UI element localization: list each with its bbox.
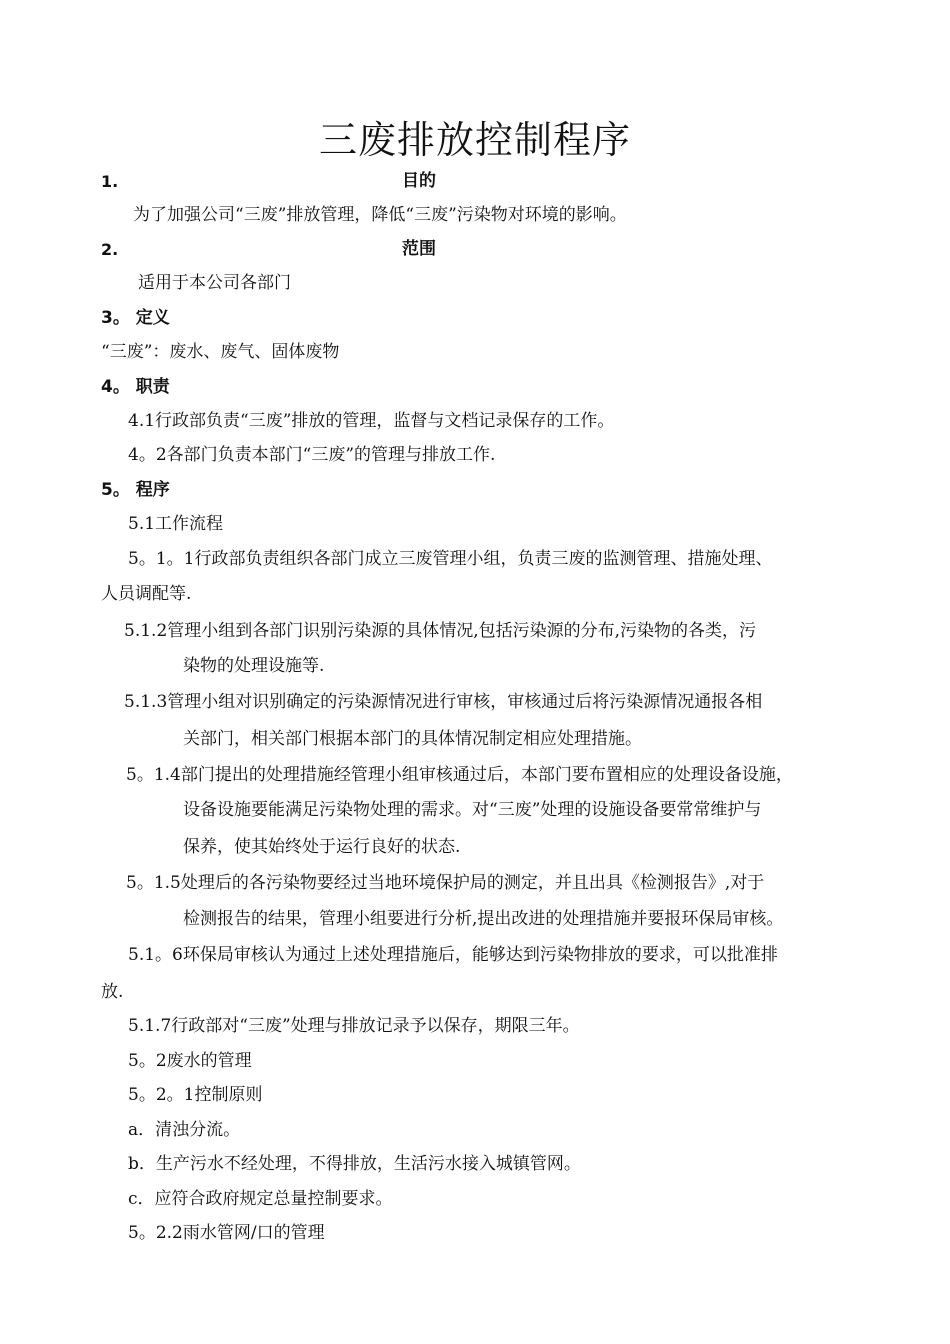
section-5-1-1-line1: 5。1。1行政部负责组织各部门成立三废管理小组，负责三废的监测管理、措施处理、: [128, 549, 773, 569]
section-5-1-3-line1: 5.1.3管理小组对识别确定的污染源情况进行审核，审核通过后将污染源情况通报各相: [124, 692, 763, 712]
section-5-1-2-line1: 5.1.2管理小组到各部门识别污染源的具体情况,包括污染源的分布,污染物的各类，污: [124, 621, 757, 641]
section-5-2-1-a: a．清浊分流。: [128, 1120, 241, 1140]
page-title: 三废排放控制程序: [318, 118, 631, 162]
section-5-1-2-line2: 染物的处理设施等.: [183, 656, 325, 676]
section-5-2: 5。2废水的管理: [128, 1051, 252, 1071]
section-2-text: 适用于本公司各部门: [138, 273, 291, 293]
section-3-heading: 3。 定义: [101, 308, 170, 328]
section-2-number: 2.: [101, 240, 119, 259]
section-4-1: 4.1行政部负责“三废”排放的管理，监督与文档记录保存的工作。: [128, 411, 615, 431]
section-5-heading: 5。 程序: [101, 480, 170, 500]
section-5-2-1-c: c．应符合政府规定总量控制要求。: [128, 1189, 393, 1209]
section-3-text: “三废”：废水、废气、固体废物: [101, 342, 340, 362]
section-5-1-6-line1: 5.1。6环保局审核认为通过上述处理措施后，能够达到污染物排放的要求，可以批准排: [128, 945, 778, 965]
section-5-1-7: 5.1.7行政部对“三废”处理与排放记录予以保存，期限三年。: [128, 1016, 580, 1036]
section-1-title: 目的: [402, 171, 436, 191]
section-1-number: 1.: [101, 172, 119, 191]
section-1-text: 为了加强公司“三废”排放管理，降低“三废”污染物对环境的影响。: [133, 205, 627, 225]
section-5-1: 5.1工作流程: [128, 514, 224, 534]
section-5-2-1: 5。2。1控制原则: [128, 1085, 263, 1105]
section-4-heading: 4。 职责: [101, 377, 170, 397]
section-5-2-2: 5。2.2雨水管网/口的管理: [128, 1223, 325, 1243]
section-5-1-4-line1: 5。1.4部门提出的处理措施经管理小组审核通过后，本部门要布置相应的处理设备设施，: [126, 765, 793, 785]
section-4-2: 4。2各部门负责本部门“三废”的管理与排放工作.: [128, 445, 496, 465]
section-5-1-5-line1: 5。1.5处理后的各污染物要经过当地环境保护局的测定，并且出具《检测报告》,对于: [126, 873, 765, 893]
section-2-title: 范围: [402, 239, 436, 259]
section-5-1-4-line2: 设备设施要能满足污染物处理的需求。对“三废”处理的设施设备要常常维护与: [183, 800, 762, 820]
section-5-1-1-line2: 人员调配等.: [101, 584, 192, 604]
section-5-1-6-line2: 放.: [101, 982, 124, 1002]
section-5-1-5-line2: 检测报告的结果，管理小组要进行分析,提出改进的处理措施并要报环保局审核。: [183, 909, 784, 929]
section-5-2-1-b: b．生产污水不经处理，不得排放，生活污水接入城镇管网。: [128, 1154, 581, 1174]
section-5-1-3-line2: 关部门，相关部门根据本部门的具体情况制定相应处理措施。: [183, 729, 642, 749]
section-5-1-4-line3: 保养，使其始终处于运行良好的状态.: [183, 837, 461, 857]
